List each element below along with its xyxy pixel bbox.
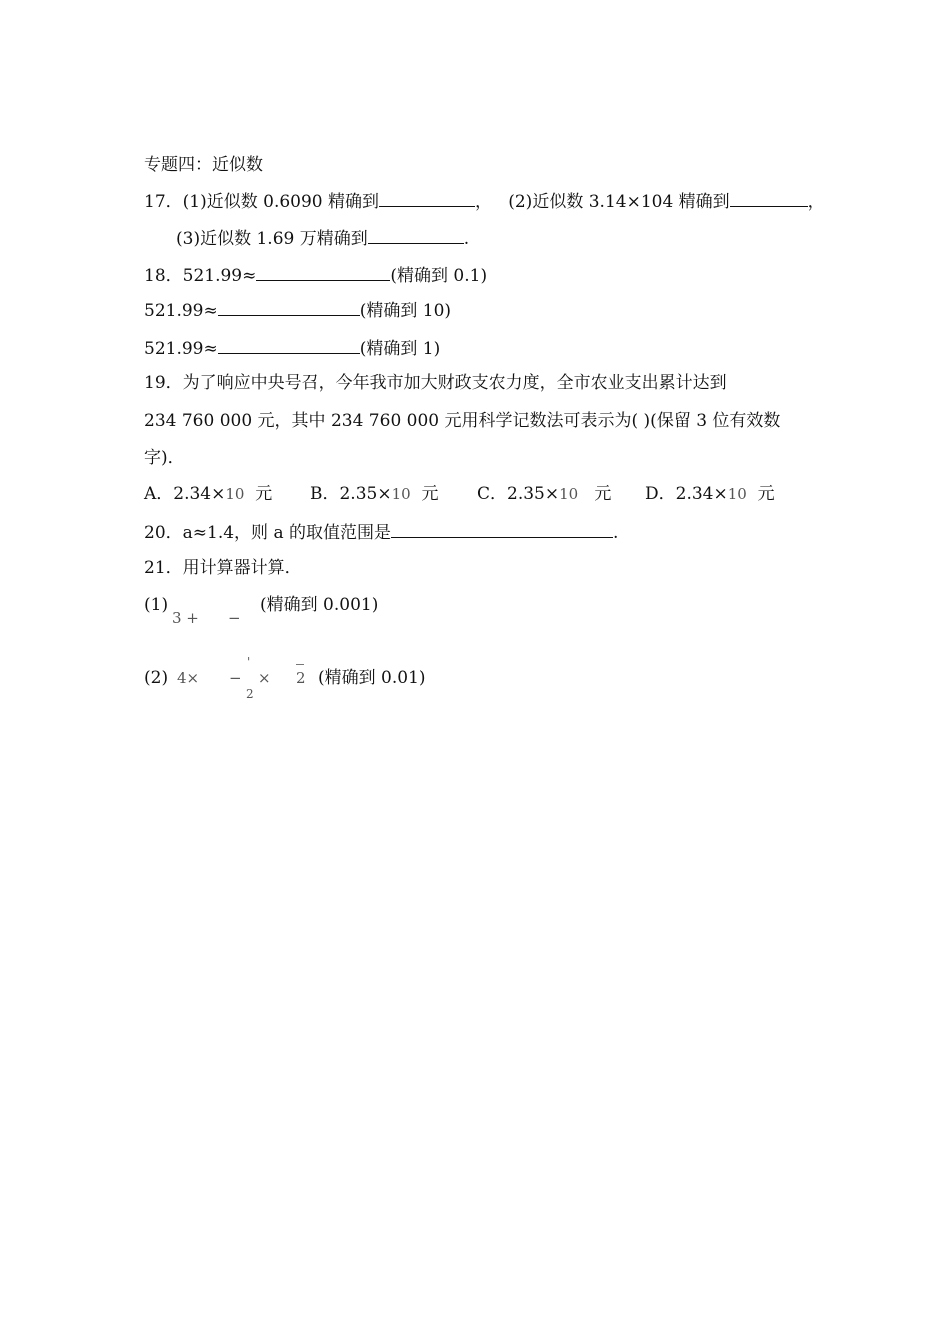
question-18-line-2 — [144, 299, 451, 322]
q21-part2-note: (精确到 0.01) — [318, 668, 426, 688]
option-a[interactable] — [144, 483, 272, 505]
q21-part2-expr-b: − — [229, 669, 242, 687]
q20-text: 20．a≈1.4，则 a 的取值范围是 — [144, 523, 391, 543]
q18-blank-3[interactable] — [218, 337, 360, 354]
q18-line3-pre: 521.99≈ — [144, 339, 218, 359]
question-17-line-1 — [144, 190, 825, 213]
option-a-ten: 10 — [225, 485, 245, 503]
q18-line2-post: (精确到 10) — [359, 301, 452, 321]
q21-part2-overline — [296, 664, 304, 665]
question-17-line-2 — [176, 227, 469, 250]
q18-blank-2[interactable] — [218, 299, 360, 316]
q17-part1-text: (1)近似数 0.6090 精确到 — [182, 192, 380, 212]
option-c-unit: 元 — [594, 484, 612, 504]
q21-part1-expr-a: 3 + — [172, 609, 199, 627]
option-c-label: C．2.35× — [477, 484, 560, 504]
option-b-ten: 10 — [391, 485, 411, 503]
q17-separator-2: ， — [807, 192, 825, 212]
q18-line3-post: (精确到 1) — [359, 339, 441, 359]
q17-separator-1: ， — [475, 192, 493, 212]
option-d-ten: 10 — [727, 485, 747, 503]
q21-part2-expr-d: 2 — [296, 669, 306, 687]
question-19-line-3: 字)． — [144, 448, 185, 468]
option-a-unit: 元 — [255, 484, 273, 504]
question-19-line-2: 234 760 000 元，其中 234 760 000 元用科学记数法可表示为( )(保留 3 位有效数 — [144, 411, 781, 431]
q21-part2-label: (2) — [144, 668, 169, 688]
option-b-unit: 元 — [421, 484, 439, 504]
q21-part2-expr-a: 4× — [177, 669, 200, 687]
q17-number: 17． — [144, 192, 183, 212]
q21-part1-label: (1) — [144, 595, 169, 615]
section-title: 专题四：近似数 — [144, 155, 263, 175]
q18-number: 18． — [144, 266, 183, 286]
option-b[interactable] — [310, 483, 439, 505]
q21-part1-expr-b: − — [228, 609, 241, 627]
q17-part1-blank[interactable] — [379, 190, 475, 207]
q17-part3-text: (3)近似数 1.69 万精确到 — [176, 229, 368, 249]
q17-end: . — [463, 229, 470, 249]
q21-part2-sub: 2 — [246, 687, 254, 701]
question-19-line-1: 19．为了响应中央号召，今年我市加大财政支农力度，全市农业支出累计达到 — [144, 373, 727, 393]
q18-line2-pre: 521.99≈ — [144, 301, 218, 321]
option-c-ten: 10 — [559, 485, 579, 503]
question-20 — [144, 521, 618, 544]
q18-blank-1[interactable] — [256, 264, 390, 281]
q20-end: . — [613, 523, 619, 543]
q20-blank[interactable] — [391, 521, 613, 538]
option-a-label: A．2.34× — [144, 484, 226, 504]
q17-part2-blank[interactable] — [730, 190, 808, 207]
question-21-title: 21．用计算器计算． — [144, 558, 302, 578]
q17-part3-blank[interactable] — [368, 227, 464, 244]
q17-part2-text: (2)近似数 3.14×104 精确到 — [508, 192, 730, 212]
q18-line1-post: (精确到 0.1) — [390, 266, 488, 286]
option-c[interactable] — [477, 483, 611, 505]
question-18-line-3 — [144, 337, 440, 360]
q21-part2-expr-c: × — [258, 669, 271, 687]
q21-part2-sup: ' — [247, 655, 251, 669]
option-d-label: D．2.34× — [645, 484, 728, 504]
q18-line1-pre: 521.99≈ — [182, 266, 257, 286]
q21-part1-note: (精确到 0.001) — [260, 595, 379, 615]
option-b-label: B．2.35× — [310, 484, 392, 504]
question-18-line-1 — [144, 264, 487, 287]
option-d-unit: 元 — [757, 484, 775, 504]
option-d[interactable] — [645, 483, 775, 505]
